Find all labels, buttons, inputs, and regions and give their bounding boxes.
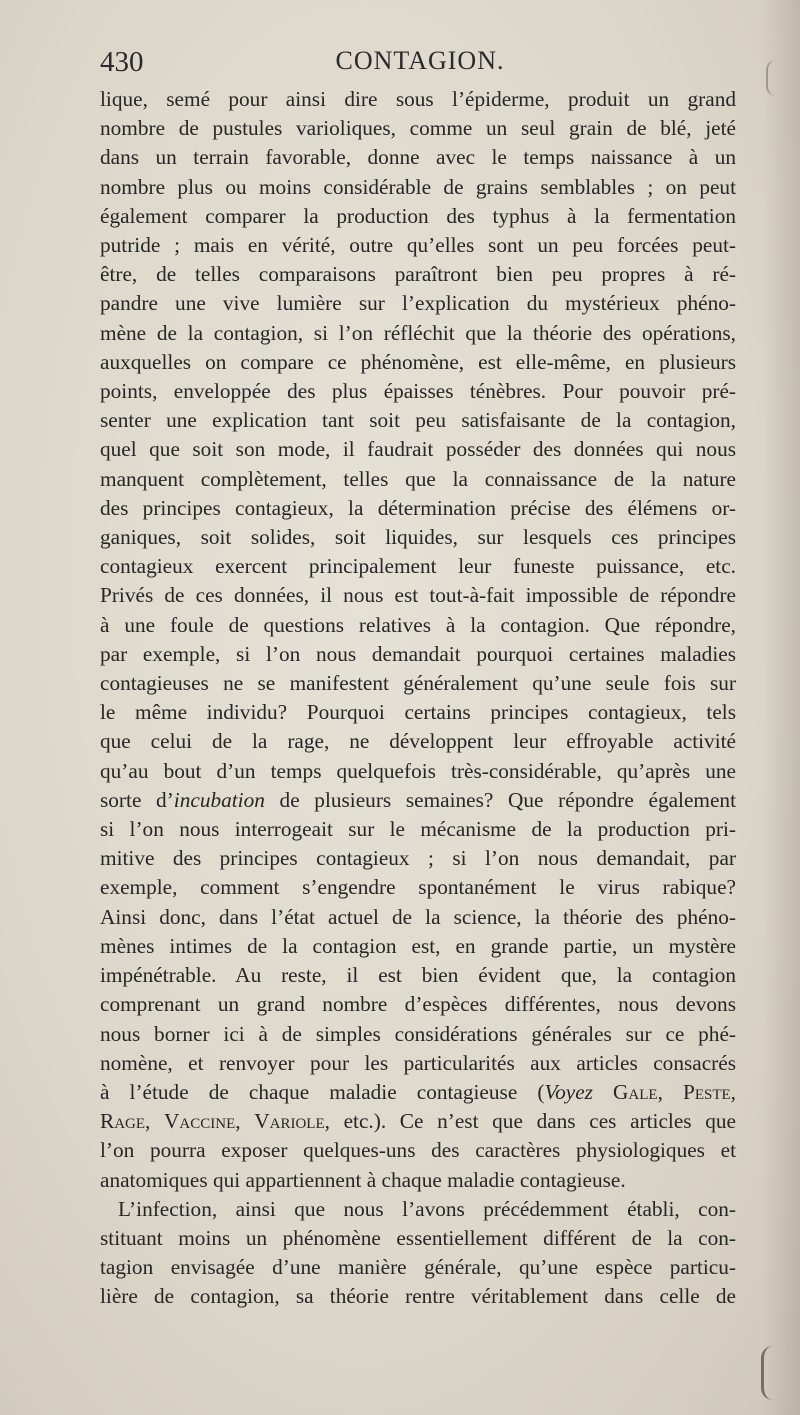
- page-header: [100, 46, 740, 86]
- text-line: lique, semé pour ainsi dire sous l’épiderme, produit un grand: [100, 87, 736, 111]
- text-line: exemple, comment s’engendre spontanément le virus rabique?: [100, 875, 736, 900]
- page-edge-mark: [761, 1346, 776, 1400]
- text-segment: de plusieurs semaines? Que répondre également: [264, 787, 736, 812]
- text-line: à une foule de questions relatives à la contagion. Que répondre,: [100, 612, 736, 637]
- text-line: des principes contagieux, la détermination précise des élémens or-: [100, 495, 736, 520]
- text-line: l’on pourra exposer quelques-uns des caractères physiologiques et: [100, 1138, 736, 1163]
- text-line: putride ; mais en vérité, outre qu’elles sont un peu forcées peut-: [100, 233, 736, 258]
- text-line: lière de contagion, sa théorie rentre véritablement dans celle de: [100, 1284, 736, 1309]
- cross-reference: Peste: [682, 1079, 731, 1104]
- text-segment: sorte d’: [100, 787, 174, 812]
- body-text: [100, 85, 736, 1312]
- text-line: nomène, et renvoyer pour les particularités aux articles consacrés: [100, 1050, 736, 1075]
- italic-term: incubation: [173, 787, 265, 812]
- page-edge-shadow: [762, 0, 800, 1415]
- text-segment: ,: [730, 1079, 736, 1104]
- cross-reference: Rage: [100, 1109, 146, 1134]
- text-line: comprenant un grand nombre d’espèces différentes, nous devons: [100, 992, 736, 1017]
- cross-reference: Variole: [254, 1109, 325, 1134]
- text-line: contagieux exercent principalement leur funeste puissance, etc.: [100, 554, 736, 579]
- text-line-with-references: [100, 1078, 736, 1107]
- text-segment: à l’étude de chaque maladie contagieuse (: [100, 1079, 545, 1104]
- text-line: contagieuses ne se manifestent généralement qu’une seule fois sur: [100, 671, 736, 696]
- text-line: être, de telles comparaisons paraîtront bien peu propres à ré-: [100, 262, 736, 287]
- text-line: par exemple, si l’on nous demandait pourquoi certaines maladies: [100, 641, 736, 666]
- text-line: qu’au bout d’un temps quelquefois très-considérable, qu’après une: [100, 758, 736, 783]
- text-line: Ainsi donc, dans l’état actuel de la science, la théorie des phéno-: [100, 904, 736, 929]
- page-edge-mark: [766, 60, 778, 96]
- text-line: Privés de ces données, il nous est tout-à-fait impossible de répondre: [100, 583, 736, 608]
- text-line-with-italic: [100, 786, 736, 815]
- text-line: L’infection, ainsi que nous l’avons précédemment établi, con-: [118, 1196, 736, 1221]
- running-head: CONTAGION.: [335, 46, 505, 75]
- text-line: manquent complètement, telles que la connaissance de la nature: [100, 466, 736, 491]
- text-line: tagion envisagée d’une manière générale, qu’une espèce particu-: [100, 1255, 736, 1280]
- text-line: le même individu? Pourquoi certains principes contagieux, tels: [100, 700, 736, 725]
- text-line: que celui de la rage, ne développent leur effroyable activité: [100, 729, 736, 754]
- text-line: ganiques, soit solides, soit liquides, sur lesquels ces principes: [100, 525, 736, 550]
- text-line: points, enveloppée des plus épaisses ténèbres. Pour pouvoir pré-: [100, 379, 736, 404]
- text-line: stituant moins un phénomène essentiellement différent de la con-: [100, 1225, 736, 1250]
- text-line: mitive des principes contagieux ; si l’on nous demandait, par: [100, 846, 736, 871]
- text-line: pandre une vive lumière sur l’explication du mystérieux phéno-: [100, 291, 736, 316]
- italic-term: Voyez: [544, 1079, 593, 1104]
- text-line-with-references: [100, 1107, 736, 1136]
- page-number: 430: [100, 46, 144, 78]
- text-line: mène de la contagion, si l’on réfléchit que la théorie des opérations,: [100, 320, 736, 345]
- text-line: mènes intimes de la contagion est, en grande partie, un mystère: [100, 933, 736, 958]
- text-line: auxquelles on compare ce phénomène, est elle-même, en plusieurs: [100, 349, 736, 374]
- text-line: dans un terrain favorable, donne avec le temps naissance à un: [100, 145, 736, 170]
- text-line: également comparer la production des typhus à la fermentation: [100, 203, 736, 228]
- cross-reference: Vaccine: [164, 1109, 236, 1134]
- text-segment: , etc.). Ce n’est que dans ces articles que: [324, 1109, 736, 1134]
- text-line: impénétrable. Au reste, il est bien évident que, la contagion: [100, 963, 736, 988]
- text-line: anatomiques qui appartiennent à chaque maladie contagieuse.: [100, 1167, 626, 1192]
- text-line: nombre de pustules varioliques, comme un seul grain de blé, jeté: [100, 116, 736, 141]
- text-line: nous borner ici à de simples considérations générales sur ce phé-: [100, 1021, 736, 1046]
- text-line: si l’on nous interrogeait sur le mécanisme de la production pri-: [100, 817, 736, 842]
- text-segment: ,: [235, 1109, 255, 1134]
- text-segment: ,: [657, 1079, 683, 1104]
- text-line: quel que soit son mode, il faudrait posséder des données qui nous: [100, 437, 736, 462]
- text-line: nombre plus ou moins considérable de grains semblables ; on peut: [100, 174, 736, 199]
- text-line: senter une explication tant soit peu satisfaisante de la contagion,: [100, 408, 736, 433]
- text-segment: ,: [145, 1109, 165, 1134]
- cross-reference: Gale: [592, 1079, 658, 1104]
